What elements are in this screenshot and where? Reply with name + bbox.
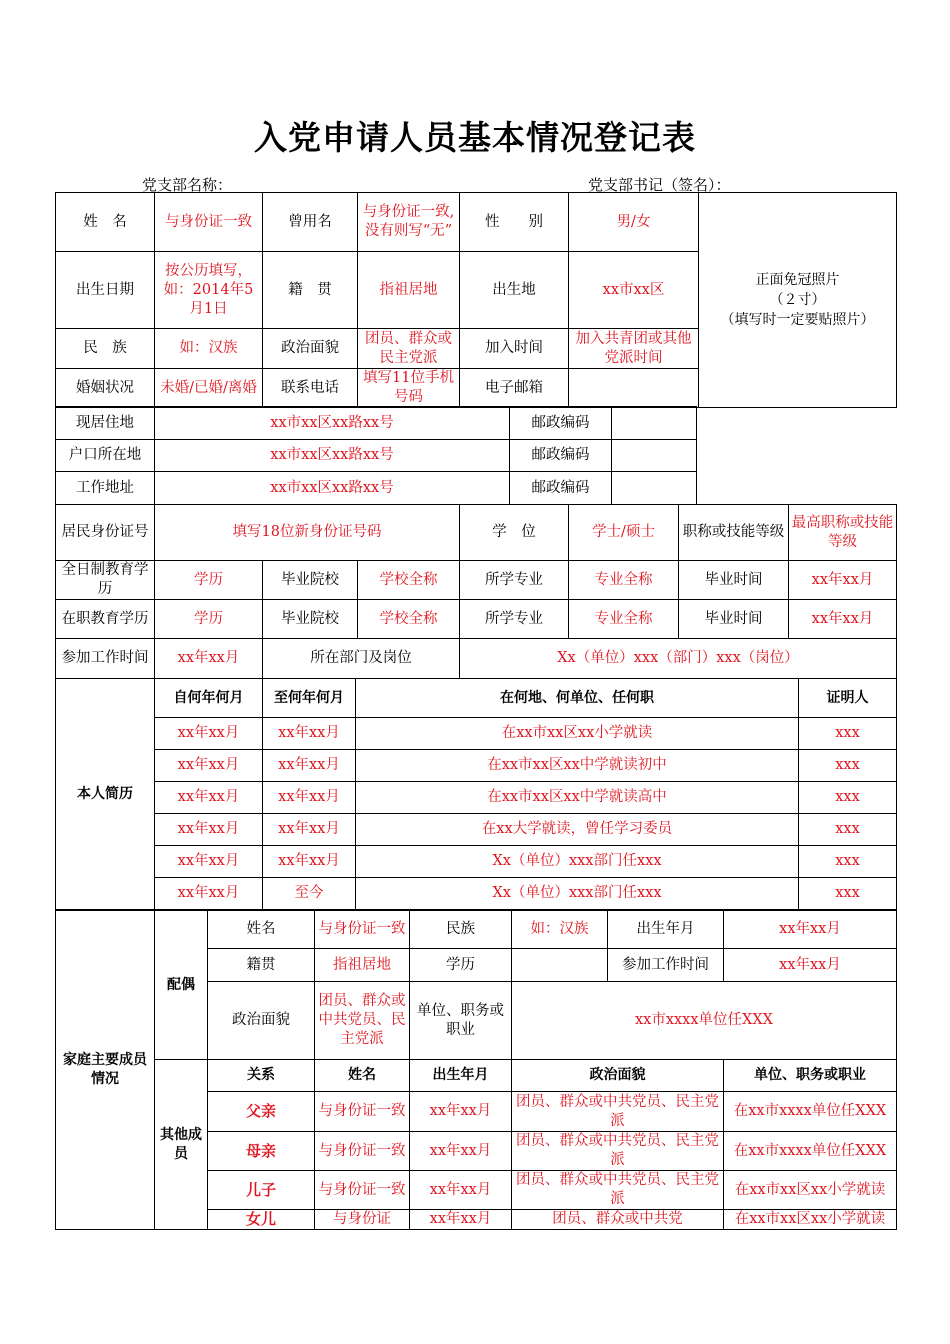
name-label: 姓 名 xyxy=(56,193,155,252)
resume-desc[interactable]: 在xx市xx区xx小学就读 xyxy=(356,718,799,750)
spouse-political-value[interactable]: 团员、群众或中共党员、民主党派 xyxy=(315,982,410,1060)
spouse-name-value[interactable]: 与身份证一致 xyxy=(315,911,410,949)
photo-spacer xyxy=(697,407,897,505)
ethnic-value[interactable]: 如：汉族 xyxy=(155,329,263,369)
former-name-label: 曾用名 xyxy=(263,193,358,252)
work-address-label: 工作地址 xyxy=(56,472,155,505)
photo-line-3: （填写时一定要贴照片） xyxy=(720,312,875,328)
birthplace-value[interactable]: xx市xx区 xyxy=(569,252,699,329)
native-place-label: 籍 贯 xyxy=(263,252,358,329)
marital-status-label: 婚姻状况 xyxy=(56,369,155,408)
resume-to[interactable]: xx年xx月 xyxy=(263,782,356,814)
name-value[interactable]: 与身份证一致 xyxy=(155,193,263,252)
basic-info-table xyxy=(55,192,897,408)
current-residence-label: 现居住地 xyxy=(56,407,155,440)
spouse-native-value[interactable]: 指祖居地 xyxy=(315,949,410,982)
resume-to[interactable]: xx年xx月 xyxy=(263,846,356,878)
spouse-ethnic-value[interactable]: 如：汉族 xyxy=(512,911,608,949)
member-political[interactable]: 团员、群众或中共党 xyxy=(512,1210,724,1230)
resume-witness[interactable]: xxx xyxy=(799,718,897,750)
member-relation[interactable]: 儿子 xyxy=(208,1171,315,1210)
hukou-label: 户口所在地 xyxy=(56,440,155,472)
postcode-label: 邮政编码 xyxy=(510,440,612,472)
resume-to[interactable]: 至今 xyxy=(263,878,356,910)
family-table xyxy=(55,910,897,1230)
resume-to[interactable]: xx年xx月 xyxy=(263,718,356,750)
birthplace-label: 出生地 xyxy=(460,252,569,329)
title-value[interactable]: 最高职称或技能等级 xyxy=(789,505,897,561)
id-number-label: 居民身份证号 xyxy=(56,505,155,561)
spouse-unit-value[interactable]: xx市xxxx单位任XXX xyxy=(512,982,897,1060)
member-name[interactable]: 与身份证一致 xyxy=(315,1132,410,1171)
table-row xyxy=(56,846,897,878)
photo-box[interactable] xyxy=(699,193,897,408)
member-birth[interactable]: xx年xx月 xyxy=(410,1210,512,1230)
table-row xyxy=(56,878,897,910)
resume-from[interactable]: xx年xx月 xyxy=(155,814,263,846)
member-name[interactable]: 与身份证 xyxy=(315,1210,410,1230)
member-relation[interactable]: 女儿 xyxy=(208,1210,315,1230)
phone-value[interactable]: 填写11位手机号码 xyxy=(358,369,460,408)
member-birth[interactable]: xx年xx月 xyxy=(410,1132,512,1171)
political-status-label: 政治面貌 xyxy=(263,329,358,369)
page-title: 入党申请人员基本情况登记表 xyxy=(254,118,696,157)
postcode-value[interactable] xyxy=(612,440,697,472)
email-label: 电子邮箱 xyxy=(460,369,569,408)
resume-from[interactable]: xx年xx月 xyxy=(155,846,263,878)
degree-value[interactable]: 学士/硕士 xyxy=(569,505,679,561)
resume-from[interactable]: xx年xx月 xyxy=(155,878,263,910)
member-header-birth: 出生年月 xyxy=(410,1060,512,1092)
political-status-value[interactable]: 团员、群众或民主党派 xyxy=(358,329,460,369)
resume-desc[interactable]: Xx（单位）xxx部门任xxx xyxy=(356,878,799,910)
member-header-political: 政治面貌 xyxy=(512,1060,724,1092)
member-header-name: 姓名 xyxy=(315,1060,410,1092)
work-start-label: 参加工作时间 xyxy=(56,639,155,679)
school-label: 毕业院校 xyxy=(263,600,358,639)
postcode-value[interactable] xyxy=(612,472,697,505)
resume-desc[interactable]: Xx（单位）xxx部门任xxx xyxy=(356,846,799,878)
photo-line-2: （２寸） xyxy=(769,292,826,308)
member-header-relation: 关系 xyxy=(208,1060,315,1092)
spouse-work-label: 参加工作时间 xyxy=(608,949,724,982)
spouse-birth-value[interactable]: xx年xx月 xyxy=(724,911,897,949)
address-table xyxy=(55,406,897,505)
member-relation[interactable]: 父亲 xyxy=(208,1092,315,1132)
spouse-native-label: 籍贯 xyxy=(208,949,315,982)
dept-post-value[interactable]: Xx（单位）xxx（部门）xxx（岗位） xyxy=(460,639,897,679)
resume-witness[interactable]: xxx xyxy=(799,846,897,878)
postcode-label: 邮政编码 xyxy=(510,407,612,440)
spouse-edu-label: 学历 xyxy=(410,949,512,982)
spouse-political-label: 政治面貌 xyxy=(208,982,315,1060)
grad-time-value[interactable]: xx年xx月 xyxy=(789,600,897,639)
resume-from[interactable]: xx年xx月 xyxy=(155,718,263,750)
major-value[interactable]: 专业全称 xyxy=(569,600,679,639)
fulltime-edu-label: 全日制教育学历 xyxy=(56,561,155,600)
resume-header-from: 自何年何月 xyxy=(155,679,263,718)
resume-header-to: 至何年何月 xyxy=(263,679,356,718)
member-birth[interactable]: xx年xx月 xyxy=(410,1171,512,1210)
secretary-sign-label: 党支部书记（签名）： xyxy=(588,176,731,194)
parttime-edu-label: 在职教育学历 xyxy=(56,600,155,639)
major-value[interactable]: 专业全称 xyxy=(569,561,679,600)
education-table xyxy=(55,504,897,679)
hukou-value[interactable]: xx市xx区xx路xx号 xyxy=(155,440,510,472)
postcode-label: 邮政编码 xyxy=(510,472,612,505)
resume-header-witness: 证明人 xyxy=(799,679,897,718)
parttime-edu-value[interactable]: 学历 xyxy=(155,600,263,639)
work-start-value[interactable]: xx年xx月 xyxy=(155,639,263,679)
native-place-value[interactable]: 指祖居地 xyxy=(358,252,460,329)
member-relation[interactable]: 母亲 xyxy=(208,1132,315,1171)
member-political[interactable]: 团员、群众或中共党员、民主党派 xyxy=(512,1092,724,1132)
table-row xyxy=(56,718,897,750)
spouse-ethnic-label: 民族 xyxy=(410,911,512,949)
member-political[interactable]: 团员、群众或中共党员、民主党派 xyxy=(512,1171,724,1210)
school-value[interactable]: 学校全称 xyxy=(358,600,460,639)
id-number-value[interactable]: 填写18位新身份证号码 xyxy=(155,505,460,561)
resume-header-desc: 在何地、何单位、任何职 xyxy=(356,679,799,718)
other-members-label: 其他成员 xyxy=(155,1060,208,1230)
school-value[interactable]: 学校全称 xyxy=(358,561,460,600)
join-time-value[interactable]: 加入共青团或其他党派时间 xyxy=(569,329,699,369)
photo-line-1: 正面免冠照片 xyxy=(755,272,840,288)
major-label: 所学专业 xyxy=(460,600,569,639)
member-unit[interactable]: 在xx市xxxx单位任XXX xyxy=(724,1132,897,1171)
ethnic-label: 民 族 xyxy=(56,329,155,369)
resume-desc[interactable]: 在xx市xx区xx中学就读高中 xyxy=(356,782,799,814)
fulltime-edu-value[interactable]: 学历 xyxy=(155,561,263,600)
title-label: 职称或技能等级 xyxy=(679,505,789,561)
major-label: 所学专业 xyxy=(460,561,569,600)
gender-value[interactable]: 男/女 xyxy=(569,193,699,252)
resume-witness[interactable]: xxx xyxy=(799,782,897,814)
resume-witness[interactable]: xxx xyxy=(799,878,897,910)
branch-name-label: 党支部名称： xyxy=(142,176,233,194)
resume-desc[interactable]: 在xx市xx区xx中学就读初中 xyxy=(356,750,799,782)
resume-from[interactable]: xx年xx月 xyxy=(155,782,263,814)
resume-from[interactable]: xx年xx月 xyxy=(155,750,263,782)
resume-desc[interactable]: 在xx大学就读，曾任学习委员 xyxy=(356,814,799,846)
resume-witness[interactable]: xxx xyxy=(799,814,897,846)
dept-post-label: 所在部门及岗位 xyxy=(263,639,460,679)
former-name-value[interactable]: 与身份证一致,没有则写“无” xyxy=(358,193,460,252)
join-time-label: 加入时间 xyxy=(460,329,569,369)
school-label: 毕业院校 xyxy=(263,561,358,600)
resume-to[interactable]: xx年xx月 xyxy=(263,750,356,782)
resume-witness[interactable]: xxx xyxy=(799,750,897,782)
member-birth[interactable]: xx年xx月 xyxy=(410,1092,512,1132)
table-row xyxy=(56,814,897,846)
spouse-work-value[interactable]: xx年xx月 xyxy=(724,949,897,982)
current-residence-value[interactable]: xx市xx区xx路xx号 xyxy=(155,407,510,440)
grad-time-label: 毕业时间 xyxy=(679,561,789,600)
grad-time-label: 毕业时间 xyxy=(679,600,789,639)
resume-table xyxy=(55,678,897,910)
phone-label: 联系电话 xyxy=(263,369,358,408)
marital-status-value[interactable]: 未婚/已婚/离婚 xyxy=(155,369,263,408)
work-address-value[interactable]: xx市xx区xx路xx号 xyxy=(155,472,510,505)
degree-label: 学 位 xyxy=(460,505,569,561)
table-row xyxy=(56,782,897,814)
member-unit[interactable]: 在xx市xx区xx小学就读 xyxy=(724,1171,897,1210)
birth-date-value[interactable]: 按公历填写，如：2014年5月1日 xyxy=(155,252,263,329)
member-unit[interactable]: 在xx市xxxx单位任XXX xyxy=(724,1092,897,1132)
spouse-birth-label: 出生年月 xyxy=(608,911,724,949)
member-name[interactable]: 与身份证一致 xyxy=(315,1092,410,1132)
member-name[interactable]: 与身份证一致 xyxy=(315,1171,410,1210)
spouse-unit-label: 单位、职务或职业 xyxy=(410,982,512,1060)
member-political[interactable]: 团员、群众或中共党员、民主党派 xyxy=(512,1132,724,1171)
birth-date-label: 出生日期 xyxy=(56,252,155,329)
member-header-unit: 单位、职务或职业 xyxy=(724,1060,897,1092)
resume-to[interactable]: xx年xx月 xyxy=(263,814,356,846)
postcode-value[interactable] xyxy=(612,407,697,440)
grad-time-value[interactable]: xx年xx月 xyxy=(789,561,897,600)
spouse-name-label: 姓名 xyxy=(208,911,315,949)
family-section-label: 家庭主要成员情况 xyxy=(56,911,155,1230)
resume-section-label: 本人简历 xyxy=(56,679,155,910)
member-unit[interactable]: 在xx市xx区xx小学就读 xyxy=(724,1210,897,1230)
table-row xyxy=(56,750,897,782)
email-value[interactable] xyxy=(569,369,699,408)
spouse-edu-value[interactable] xyxy=(512,949,608,982)
gender-label: 性 别 xyxy=(460,193,569,252)
spouse-label: 配偶 xyxy=(155,911,208,1060)
